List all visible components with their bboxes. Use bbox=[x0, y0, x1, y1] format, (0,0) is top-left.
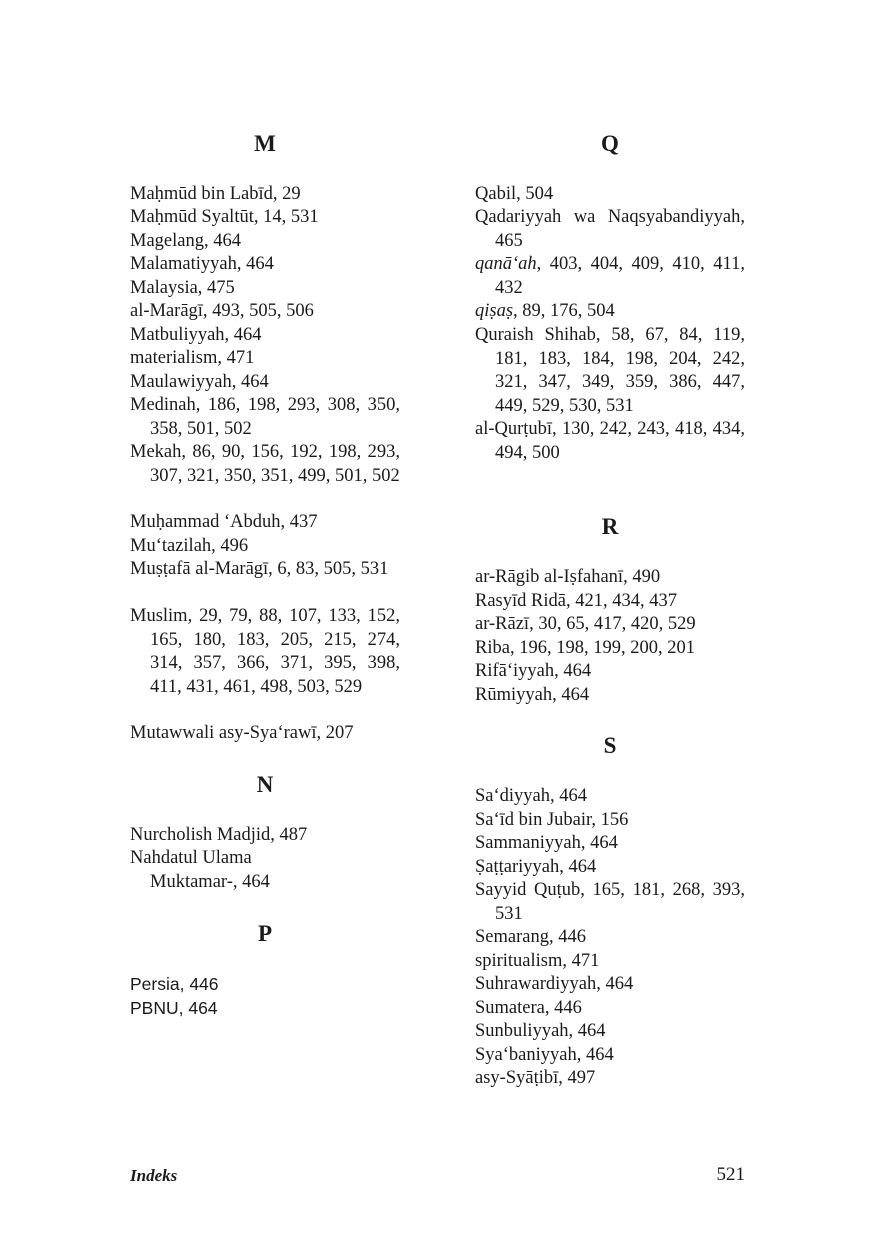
index-entry: Maulawiyyah, 464 bbox=[130, 372, 269, 392]
section-heading-s: S bbox=[603, 733, 617, 758]
index-entry: Nahdatul Ulama bbox=[130, 848, 252, 868]
index-entry: materialism, 471 bbox=[130, 348, 255, 368]
index-entry: Sya‘baniyyah, 464 bbox=[475, 1045, 614, 1065]
index-entry: Rifā‘iyyah, 464 bbox=[475, 661, 592, 681]
index-entry: ar-Rāgib al-Iṣfahanī, 490 bbox=[475, 567, 661, 587]
index-entry: Sammaniyyah, 464 bbox=[475, 833, 618, 853]
section-heading-r: R bbox=[601, 514, 619, 539]
index-entry: Muṣṭafā al-Marāgī, 6, 83, 505, 531 bbox=[130, 559, 389, 579]
section-heading-p: P bbox=[257, 921, 273, 946]
index-entry: Qabil, 504 bbox=[475, 184, 554, 204]
running-footer-label: Indeks bbox=[130, 1166, 178, 1185]
index-entry: Malamatiyyah, 464 bbox=[130, 254, 274, 274]
index-entry: Sunbuliyyah, 464 bbox=[475, 1021, 606, 1041]
page-refs: , 89, 176, 504 bbox=[513, 301, 615, 321]
section-heading-m: M bbox=[254, 131, 276, 156]
index-entry: Sayyid Quṭub, 165, 181, 268, 393, 531 bbox=[475, 880, 745, 924]
index-entry: Magelang, 464 bbox=[130, 231, 241, 251]
index-entry: Nurcholish Madjid, 487 bbox=[130, 825, 308, 845]
index-entry: Muslim, 29, 79, 88, 107, 133, 152, 165, 180, 183, 205, 215, 274, 314, 357, 366, 371, 395, 398, 411, 431, 461, 498, 503, 529 bbox=[130, 606, 400, 697]
index-entry: Muḥammad ‘Abduh, 437 bbox=[130, 512, 318, 532]
index-entry: Medinah, 186, 198, 293, 308, 350, 358, 501, 502 bbox=[130, 395, 400, 439]
index-entry: spiritualism, 471 bbox=[475, 951, 600, 971]
page-number: 521 bbox=[716, 1164, 745, 1185]
index-entry: Mutawwali asy-Sya‘rawī, 207 bbox=[130, 723, 354, 743]
index-entry: Sa‘īd bin Jubair, 156 bbox=[475, 810, 629, 830]
index-entry: Rasyīd Ridā, 421, 434, 437 bbox=[475, 591, 677, 611]
index-entry bbox=[475, 300, 745, 324]
index-entry: Mekah, 86, 90, 156, 192, 198, 293, 307, 321, 350, 351, 499, 501, 502 bbox=[130, 442, 400, 486]
index-entry: Maḥmūd bin Labīd, 29 bbox=[130, 184, 301, 204]
index-entry: PBNU, 464 bbox=[130, 998, 218, 1018]
index-entry: Maḥmūd Syaltūt, 14, 531 bbox=[130, 207, 319, 227]
index-entry: asy-Syāṭibī, 497 bbox=[475, 1068, 596, 1088]
section-heading-q: Q bbox=[601, 131, 619, 156]
index-entry: ar-Rāzī, 30, 65, 417, 420, 529 bbox=[475, 614, 696, 634]
index-entry: Suhrawardiyyah, 464 bbox=[475, 974, 634, 994]
index-entry: Riba, 196, 198, 199, 200, 201 bbox=[475, 638, 695, 658]
index-entry: Sumatera, 446 bbox=[475, 998, 582, 1018]
index-entry bbox=[475, 253, 745, 300]
index-entry: al-Marāgī, 493, 505, 506 bbox=[130, 301, 314, 321]
index-entry: Semarang, 446 bbox=[475, 927, 586, 947]
index-subentry: Muktamar-, 464 bbox=[150, 872, 270, 892]
index-entry: Persia, 446 bbox=[130, 974, 219, 994]
page-refs: , 403, 404, 409, 410, 411, 432 bbox=[495, 254, 745, 298]
index-entry: Matbuliyyah, 464 bbox=[130, 325, 262, 345]
index-entry: Ṣaṭṭariyyah, 464 bbox=[475, 857, 597, 877]
index-entry: Malaysia, 475 bbox=[130, 278, 235, 298]
italic-term: qiṣaṣ bbox=[475, 301, 514, 321]
index-entry: al-Qurṭubī, 130, 242, 243, 418, 434, 494, 500 bbox=[475, 419, 745, 463]
italic-term: qanā‘ah bbox=[475, 254, 537, 274]
index-entry: Qadariyyah wa Naqsyabandiyyah, 465 bbox=[475, 207, 745, 251]
index-entry: Rūmiyyah, 464 bbox=[475, 685, 590, 705]
section-heading-n: N bbox=[256, 772, 274, 797]
index-entry: Quraish Shihab, 58, 67, 84, 119, 181, 183, 184, 198, 204, 242, 321, 347, 349, 359, 386, 447, 449, 529, 530, 531 bbox=[475, 325, 745, 416]
index-entry: Mu‘tazilah, 496 bbox=[130, 536, 249, 556]
index-entry: Sa‘diyyah, 464 bbox=[475, 786, 588, 806]
